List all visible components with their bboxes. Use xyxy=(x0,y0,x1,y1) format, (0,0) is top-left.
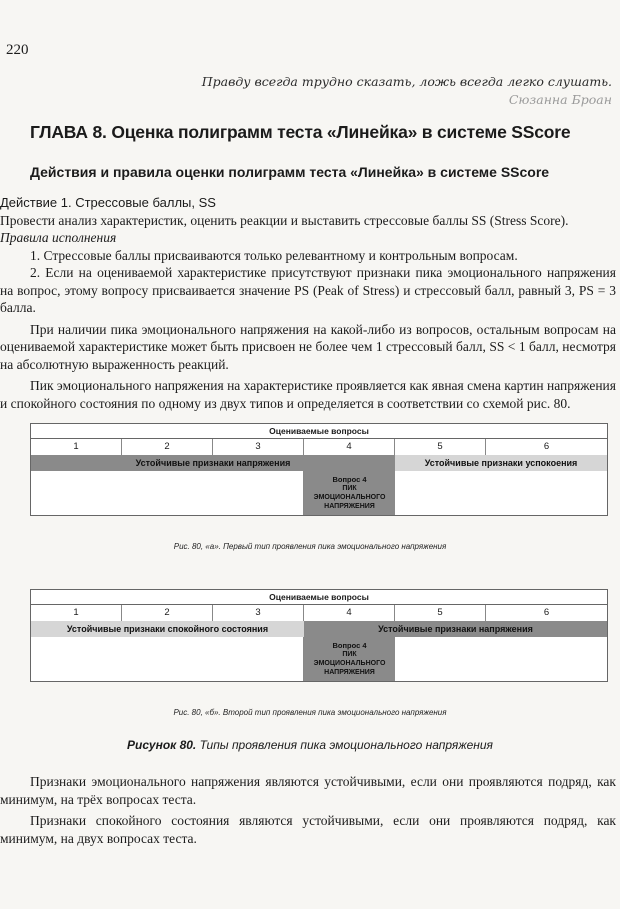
intro-paragraph: Провести анализ характеристик, оценить реакции и выставить стрессовые баллы SS (Stress Score). xyxy=(0,212,569,228)
diagram-b-right-band: Устойчивые признаки напряжения xyxy=(304,621,607,637)
diagram-b-grid xyxy=(30,589,608,682)
diagram-a-question-row xyxy=(31,439,607,455)
diagram-b-caption: Рис. 80, «б». Второй тип проявления пика эмоционального напряжения xyxy=(173,708,447,717)
paragraph-peak-limit: При наличии пика эмоционального напряжения на какой-либо из вопросов, остальным вопросам на оцениваемой характеристике может быть присвоен не более чем 1 стрессовый балл, SS < 1 балл, несмотря на абсолютную выраженность реакций. xyxy=(0,321,616,372)
figure-caption-text: Типы проявления пика эмоционального напряжения xyxy=(196,738,493,752)
diagram-b-peak-cell xyxy=(304,637,395,681)
question-cell: 2 xyxy=(122,605,213,621)
diagram-a-peak-cell xyxy=(304,471,395,515)
body-text-bottom xyxy=(0,773,616,847)
peak-label: НАПРЯЖЕНИЯ xyxy=(324,669,375,676)
diagram-a-header: Оцениваемые вопросы xyxy=(31,424,607,439)
diagram-b-blank-left xyxy=(31,637,304,681)
question-cell: 5 xyxy=(395,605,486,621)
diagram-a-caption: Рис. 80, «а». Первый тип проявления пика эмоционального напряжения xyxy=(173,542,447,551)
question-cell: 3 xyxy=(213,439,304,455)
question-cell: 6 xyxy=(543,607,550,618)
epigraph-quote: Правду всегда трудно сказать, ложь всегда легко слушать. xyxy=(201,74,612,89)
peak-title: Вопрос 4 xyxy=(332,641,367,650)
peak-label: ЭМОЦИОНАЛЬНОГО xyxy=(313,494,386,501)
diagram-b-blank-right xyxy=(395,637,607,681)
paragraph-stress-signs: Признаки эмоционального напряжения являются устойчивыми, если они проявляются подряд, как минимум, на трёх вопросах теста. xyxy=(0,774,616,807)
diagram-a-right-band: Устойчивые признаки успокоения xyxy=(395,455,607,471)
diagram-a-blank-right xyxy=(395,471,607,515)
paragraph-calm-signs: Признаки спокойного состояния являются устойчивыми, если они проявляются подряд, как минимум, на двух вопросах теста. xyxy=(0,813,616,846)
question-cell: 2 xyxy=(122,439,213,455)
rules-label: Правила исполнения xyxy=(0,230,117,245)
figure-caption xyxy=(0,738,620,752)
peak-title: Вопрос 4 xyxy=(332,475,367,484)
question-cell: 5 xyxy=(395,439,486,455)
page-number: 220 xyxy=(6,42,29,58)
paragraph-peak-types: Пик эмоционального напряжения на характеристике проявляется как явная смена картин напряжения и спокойного состояния по одному из двух типов и определяется в соответствии со схемой рис. 80. xyxy=(0,378,616,411)
epigraph xyxy=(202,74,612,107)
chapter-title: ГЛАВА 8. Оценка полиграмм теста «Линейка» в системе SScore xyxy=(30,122,571,142)
question-cell: 1 xyxy=(31,605,122,621)
rule-1: 1. Стрессовые баллы присваиваются только релевантному и контрольным вопросам. xyxy=(30,247,518,263)
section-title: Действия и правила оценки полиграмм теста «Линейка» в системе SScore xyxy=(30,164,550,180)
diagram-b xyxy=(30,589,608,682)
peak-label: ЭМОЦИОНАЛЬНОГО xyxy=(313,660,386,667)
question-cell: 4 xyxy=(304,439,395,455)
peak-label: ПИК xyxy=(342,485,357,492)
question-cell: 6 xyxy=(543,441,550,452)
rule-2: 2. Если на оцениваемой характеристике присутствуют признаки пика эмоционального напряжения на вопрос, этому вопросу присваивается значение PS (Peak of Stress) и стрессовый балл, равный 3, PS = 3 балла. xyxy=(0,265,616,315)
diagram-b-header: Оцениваемые вопросы xyxy=(31,590,607,605)
diagram-a xyxy=(30,423,608,516)
question-cell: 3 xyxy=(213,605,304,621)
epigraph-author: Сюзанна Броан xyxy=(508,92,612,107)
peak-label: НАПРЯЖЕНИЯ xyxy=(324,503,375,510)
diagram-a-grid xyxy=(30,423,608,516)
body-text-top xyxy=(0,194,616,412)
action-heading: Действие 1. Стрессовые баллы, SS xyxy=(0,195,216,210)
question-cell: 1 xyxy=(31,439,122,455)
diagram-a-left-band: Устойчивые признаки напряжения xyxy=(31,455,395,471)
diagram-b-left-band: Устойчивые признаки спокойного состояния xyxy=(31,621,304,637)
peak-label: ПИК xyxy=(342,651,357,658)
diagram-a-blank-left xyxy=(31,471,304,515)
diagram-b-question-row xyxy=(31,605,607,621)
question-cell: 4 xyxy=(304,605,395,621)
figure-caption-label: Рисунок 80. xyxy=(127,738,197,752)
